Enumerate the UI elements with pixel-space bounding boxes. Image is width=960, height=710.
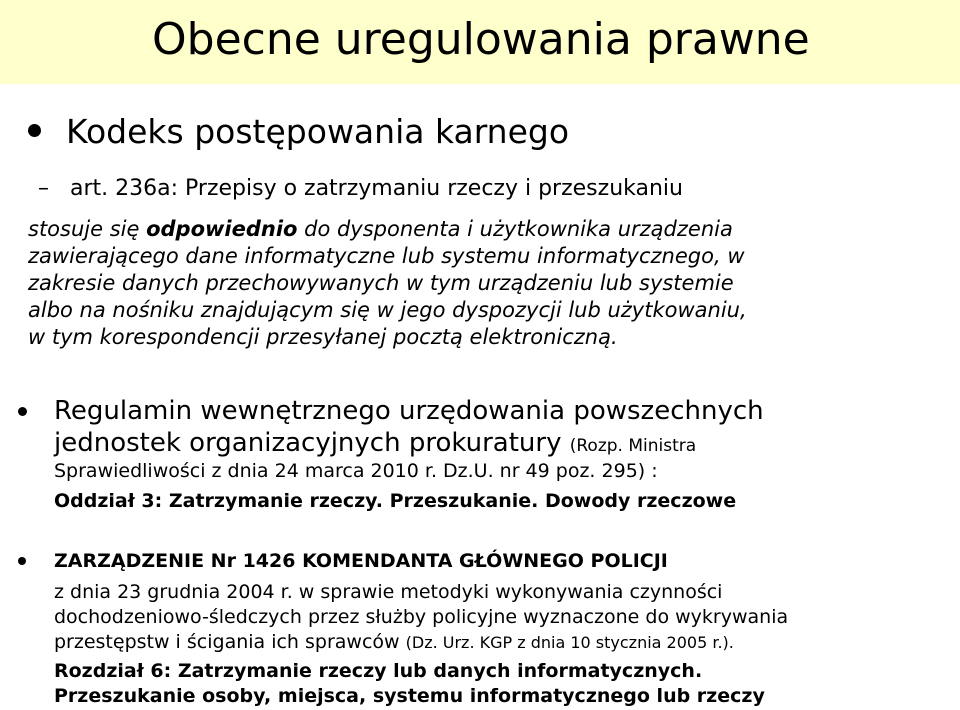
regulamin-line-2-main: jednostek organizacyjnych prokuratury xyxy=(54,428,570,458)
bullet-dot-2 xyxy=(18,407,27,416)
art-236a-text: art. 236a: Przepisy o zatrzymaniu rzeczy i przeszukaniu xyxy=(70,176,683,201)
oddzial-3-heading: Oddział 3: Zatrzymanie rzeczy. Przeszukanie. Dowody rzeczowe xyxy=(54,490,737,512)
regulamin-line-3: Sprawiedliwości z dnia 24 marca 2010 r. Dz.U. nr 49 poz. 295) : xyxy=(54,460,658,482)
quote-emphasis: odpowiednio xyxy=(146,217,298,241)
zarzadzenie-heading: ZARZĄDZENIE Nr 1426 KOMENDANTA GŁÓWNEGO POLICJI xyxy=(54,550,668,572)
kpk-heading: Kodeks postępowania karnego xyxy=(66,112,570,151)
bullet-dot-3 xyxy=(18,557,26,565)
art-236a-quote xyxy=(28,216,948,351)
quote-line-4: w tym korespondencji przesyłanej pocztą elektroniczną. xyxy=(28,325,618,349)
slide-title: Obecne uregulowania prawne xyxy=(152,14,810,65)
zarzadzenie-line-4 xyxy=(54,629,734,656)
regulamin-line-1: Regulamin wewnętrznego urzędowania powszechnych xyxy=(54,396,764,426)
regulamin-line-2-small: (Rozp. Ministra xyxy=(569,436,697,456)
rozdzial-6-heading: Rozdział 6: Zatrzymanie rzeczy lub danych informatycznych. xyxy=(54,660,703,682)
zarzadzenie-line-2: z dnia 23 grudnia 2004 r. w sprawie metodyki wykonywania czynności xyxy=(54,581,723,603)
dash-marker: – xyxy=(38,176,49,201)
quote-lead: stosuje się xyxy=(28,217,147,241)
quote-rest: do dysponenta i użytkownika urządzenia xyxy=(297,217,733,241)
quote-line-1: zawierającego dane informatyczne lub systemu informatycznego, w xyxy=(28,244,745,268)
art-236a-line xyxy=(38,174,683,204)
przeszukanie-heading: Przeszukanie osoby, miejsca, systemu informatycznego lub rzeczy xyxy=(54,685,765,707)
bullet-dot-1 xyxy=(28,124,41,137)
zarzadzenie-line-4-main: przestępstw i ścigania ich sprawców xyxy=(54,631,406,653)
zarzadzenie-line-3: dochodzeniowo-śledczych przez służby policyjne wyznaczone do wykrywania xyxy=(54,606,789,628)
zarzadzenie-line-4-small: (Dz. Urz. KGP z dnia 10 stycznia 2005 r.). xyxy=(405,633,734,652)
quote-line-0 xyxy=(28,216,948,243)
quote-line-3: albo na nośniku znajdującym się w jego dyspozycji lub użytkowaniu, xyxy=(28,298,747,322)
quote-line-2: zakresie danych przechowywanych w tym urządzeniu lub systemie xyxy=(28,271,734,295)
